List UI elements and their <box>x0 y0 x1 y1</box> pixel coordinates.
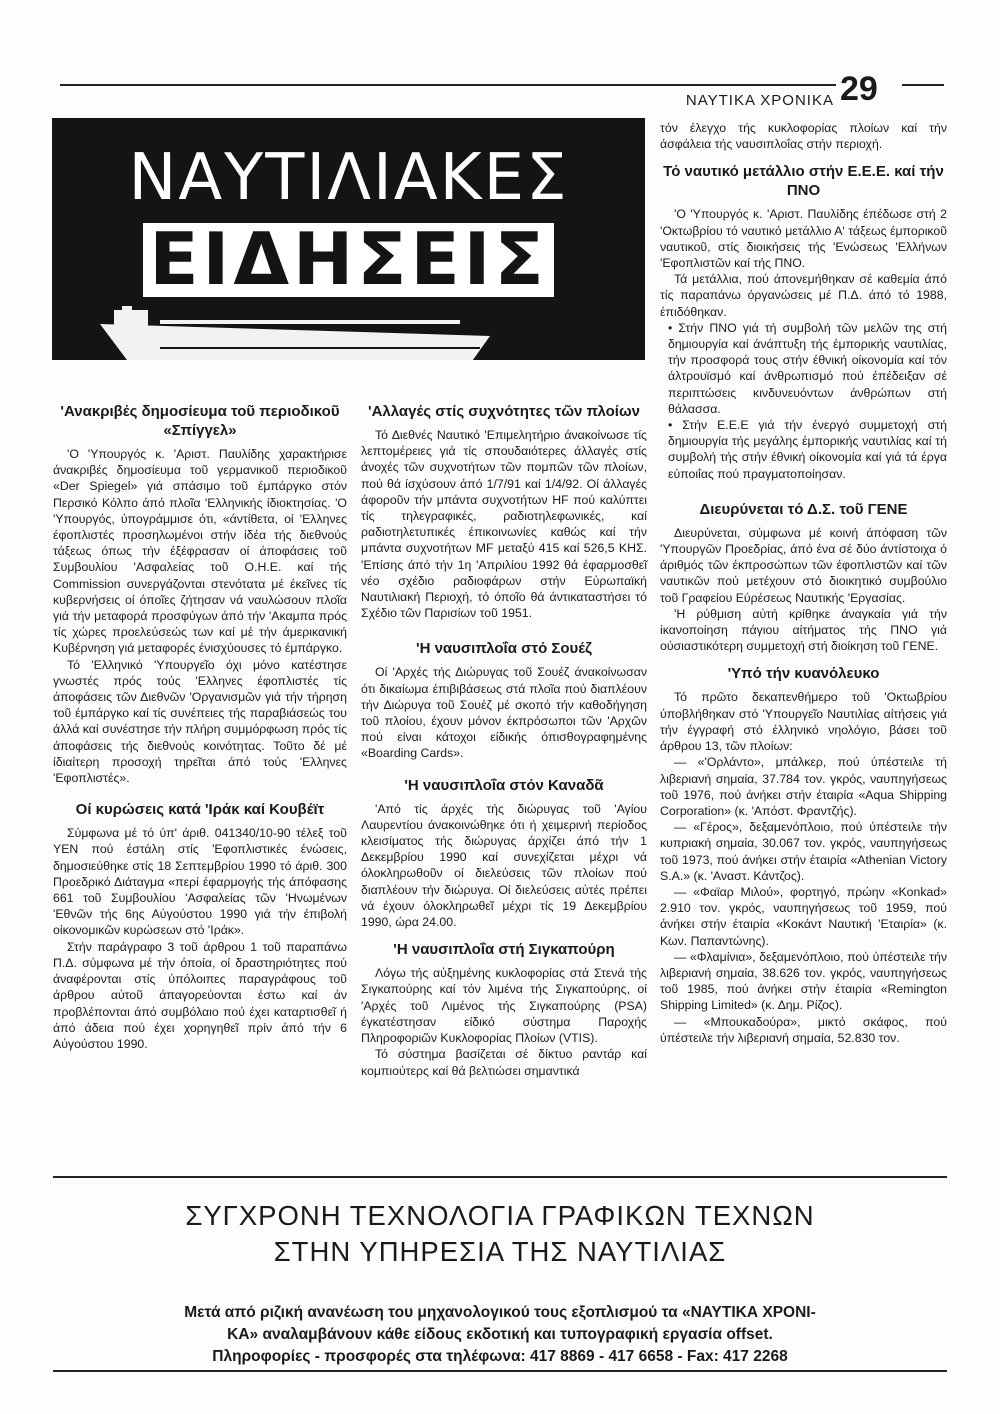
ad-body-line2: ΚΑ» αναλαμβάνουν κάθε είδους εκδοτική και τυπογραφική εργασία offset. <box>227 1326 773 1343</box>
header-rule-left <box>60 84 836 86</box>
article-paragraph: Τό σύστημα βασίζεται σέ δίκτυο ραντάρ καί κομπιούτερς καί θά βελτιώσει σημαντικά <box>361 1047 647 1078</box>
ad-headline-line1: ΣΥΓΧΡΟΝΗ ΤΕΧΝΟΛΟΓΙΑ ΓΡΑΦΙΚΩΝ ΤΕΧΝΩΝ <box>185 1200 815 1231</box>
article-paragraph: Λόγω τής αὐξημένης κυκλοφορίας στά Στενά τής Σιγκαπούρης καί τόν λιμένα τής Σιγκαπούρης, οί 'Αρχές τοῦ Λιμένος τής Σιγκαπούρης (PSA) έγκατέστησαν είδικό σύστημα Παροχής Πληροφοριῶν Κυκλοφορίας Πλοίων (VTIS). <box>361 966 647 1046</box>
article-title-medal: Τό ναυτικό μετάλλιο στήν Ε.Ε.Ε. καί τήν ΠΝΟ <box>663 163 944 200</box>
ad-rule-top <box>53 1176 947 1178</box>
article-title-gene: Διευρύνεται τό Δ.Σ. τοῦ ΓΕΝΕ <box>699 500 908 518</box>
ad-body <box>90 1302 910 1368</box>
article-title-frequencies: 'Αλλαγές στίς συχνότητες τῶν πλοίων <box>368 403 640 420</box>
ship-icon <box>100 306 500 360</box>
article-bullet: • Στήν ΠΝΟ γιά τή συμβολή τῶν μελῶν της στή δημιουργία καί άνάπτυξη τής έμπορικής ναυτιλίας, τήν προσφορά τους στήν έθνική οίκονομία καί τόν άλτρουϊσμό καί άνθρωπισμό πού έπέδειξαν σέ περιπτώσεις κινδυνευόντων άνθρώπων στή θάλασσα. <box>668 320 947 416</box>
article-title-flag: 'Υπό τήν κυανόλευκο <box>727 665 880 683</box>
article-title-sanctions: Οί κυρώσεις κατά 'Ιράκ καί Κουβέϊτ <box>75 801 325 819</box>
ad-headline <box>55 1198 945 1270</box>
article-bullet: • Στήν Ε.Ε.Ε γιά τήν ένεργό συμμετοχή στή δημιουργία τής μεγάλης έμπορικής ναυτιλίας καί τή συμβολή τής στήν έθνική οίκονομία καί γιά τά έργα εύποιΐας πού πραγματοποίησαν. <box>668 418 947 481</box>
article-paragraph: Τό πρῶτο δεκαπενθήμερο τοῦ 'Οκτωβρίου ύποβλήθηκαν στό 'Υπουργεῖο Ναυτιλίας αίτήσεις γιά τήν έγγραφή στό έλληνικό νηολόγιο, βάσει τοῦ άρθρου 13, τῶν πλοίων: <box>660 690 947 754</box>
banner-title-line2: ΕΙΔΗΣΕΙΣ <box>52 223 645 297</box>
article-title-singapore: 'Η ναυσιπλοΐα στή Σιγκαπούρη <box>393 941 615 959</box>
list-item: — «Φλαμίνια», δεξαμενόπλοιο, πού ύπέστειλε τήν λιβεριανή σημαία, 38.626 τον. γκρός, ναυπηγήσεως τοῦ 1985, πού άνήκει στήν έταιρία «Remington Shipping Limited» (κ. Δημ. Ρίζος). <box>660 949 947 1013</box>
list-item: — «Μπουκαδούρα», μικτό σκάφος, πού ύπέστειλε τήν λιβεριανή σημαία, 52.830 τον. <box>660 1014 947 1045</box>
ad-headline-line2: ΣΤΗΝ ΥΠΗΡΕΣΙΑ ΤΗΣ ΝΑΥΤΙΛΙΑΣ <box>273 1236 727 1267</box>
article-paragraph: Τά μετάλλια, πού άπονεμήθηκαν σέ καθεμία άπό τίς παραπάνω όργανώσεις μέ Π.Δ. άπό τό 1988, έπιδόθηκαν. <box>660 272 947 319</box>
publication-name: ΝΑΥΤΙΚΑ ΧΡΟΝΙΚΑ <box>685 92 834 109</box>
article-title-canada: 'Η ναυσιπλοΐα στόν Καναδᾶ <box>404 776 604 794</box>
article-paragraph: Τό Διεθνές Ναυτικό 'Επιμελητήριο άνακοίνωσε τίς λεπτομέρειες γιά τίς σπουδαιότερες άλλαγές στίς άνοχές τῶν συχνοτήτων τῶν πομπῶν τῶν πλοίων, πού θά ίσχύσουν άπό 1/7/91 καί 1/4/92. Οί άλλαγές άφοροῦν τήν μπάντα συχνοτήτων HF πού καλύπτει τίς τηλεγραφικές, ραδιοτηλεφωνικές, καί ραδιοτηλετυπικές έπικοινωνίες καθώς καί τήν μπάντα συχνοτήτων MF μεταξύ 415 καί 526,5 ΚΗΣ. 'Επίσης άπό τήν 1η 'Απριλίου 1992 θά έφαρμοσθεῖ νέο σχέδιο ραδιοφάρων στήν Εὐρωπαϊκή Ναυτιλιακή Περιοχή, τό όποῖο θά άντικαταστήσει τό Σχέδιο τῶν Παρισίων τοῦ 1951. <box>361 428 647 621</box>
page-number: 29 <box>840 70 878 108</box>
article-paragraph: Διευρύνεται, σύμφωνα μέ κοινή άπόφαση τῶν 'Υπουργῶν Προεδρίας, άπό ένα σέ δύο άντίστοιχα ό άριθμός τῶν έκπροσώπων τῶν έφοπλιστῶν καί τῶν ναυτικῶν πού μετέχουν στό διοικητικό συμβούλιο τοῦ Γραφείου Εύρέσεως Ναυτικής 'Εργασίας. <box>660 525 947 605</box>
article-paragraph: 'Ο 'Υπουργός κ. 'Αριστ. Παυλίδης χαρακτήρισε άνακριβές δημοσίευμα τοῦ γερμανικοῦ περιοδικοῦ «Der Spiegel» γιά σπάσιμο τοῦ έμπάργκο στόν Περσικό Κόλπο άπό πλοῖα 'Ελληνικής ίδιοκτησίας. 'Ο 'Υπουργός, ύπογράμμισε ότι, «άντίθετα, οί 'Ελληνες έφοπλιστές προσηλωμένοι στήν ίδέα τής διεθνούς τάξεως όπως τήν έξέφρασαν οί άποφάσεις τοῦ Συμβουλίου 'Ασφαλείας τοῦ Ο.Η.Ε. καί τής Commission συνεργάζονται στενότατα μέ έκεῖνες τίς κυβερνήσεις οί όποῖες ζήτησαν νά ναυλώσουν πλοῖα γιά τήν μεταφορά προσφύγων άπό τήν 'Ακαμπα πρός τίς χώρες προελεύσεώς των καί μέ τήν άμερικανική Κυβέρνηση γιά μεταφορές ένισχύουσες τό έμπάργκο. <box>53 447 347 656</box>
article-paragraph: Σύμφωνα μέ τό ύπ' άριθ. 041340/10-90 τέλεξ τοῦ ΥΕΝ πού έστάλη στίς 'Εφοπλιστικές ένώσεις, δημοσιεύθηκε στίς 18 Σεπτεμβρίου 1990 τό άριθ. 300 Προεδρικό Διάταγμα «περί έφαρμογής τής άπόφασης 661 τοῦ Συμβουλίου 'Ασφαλείας τῶν 'Ηνωμένων 'Εθνῶν τής 6ης Αὐγούστου 1990 γιά τήν έπιβολή οίκονομικῶν κυρώσεων στό 'Ιράκ». <box>53 826 347 938</box>
article-paragraph: 'Ο 'Υπουργός κ. 'Αριστ. Παυλίδης έπέδωσε στή 2 'Οκτωβρίου τό ναυτικό μετάλλιο Α' τάξεως έμπορικοῦ ναυτικοῦ, στίς διοικήσεις τής 'Ενώσεως 'Ελλήνων 'Εφοπλιστῶν καί τής ΠΝΟ. <box>660 207 947 271</box>
list-item: — «Γέρος», δεξαμενόπλοιο, πού ύπέστειλε τήν κυπριακή σημαία, 30.067 τον. γκρός, ναυπηγήσεως τοῦ 1973, πού άνήκει στήν έταιρία «Athenian Victory S.A.» (κ. 'Αναστ. Κάντζος). <box>660 820 947 883</box>
article-paragraph: Στήν παράγραφο 3 τοῦ άρθρου 1 τοῦ παραπάνω Π.Δ. σύμφωνα μέ τήν όποία, οί δραστηριότητες πού άναφέρονται στίς ύπόλοιπες παραγράφους τοῦ άρθρου αὐτοῦ άπαγορεύονται έστω καί άν προβλέπονται άπό συμβόλαιο πού έχει καταρτισθεῖ ή άπό άδεια πού έχει χορηγηθεῖ πρίν άπό τήν 6 Αὐγούστου 1990. <box>53 939 347 1051</box>
column-3 <box>660 120 947 1046</box>
ad-contact-line: Πληροφορίες - προσφορές στα τηλέφωνα: 417 8869 - 417 6658 - Fax: 417 2268 <box>212 1348 788 1365</box>
banner-title-line1: ΝΑΥΤΙΛΙΑΚΕΣ <box>128 141 569 215</box>
column-1 <box>53 402 347 1052</box>
ad-body-line1: Μετά από ριζική ανανέωση του μηχανολογικού τους εξοπλισμού τα «ΝΑΥΤΙΚΑ ΧΡΟΝΙ- <box>184 1304 816 1321</box>
column-2 <box>361 402 647 1079</box>
article-paragraph: Οί 'Αρχές τής Διώρυγας τοῦ Σουέζ άνακοίνωσαν ότι δικαίωμα έπιβιβάσεως στά πλοῖα πού διαπλέουν τήν Διώρυγα τοῦ Σουέζ μέ σκοπό τήν καθοδήγηση τοῦ πλοίου, έχουν μόνον έκπρόσωποι τῶν 'Αρχῶν πού είναι κάτοχοι είδικής όπισθογραφημένης «Boarding Cards». <box>361 665 647 761</box>
article-continuation: τόν έλεγχο τής κυκλοφορίας πλοίων καί τήν άσφάλεια τής ναυσιπλοΐας στήν περιοχή. <box>660 121 947 152</box>
header-rule-right <box>902 84 944 86</box>
article-paragraph: 'Από τίς άρχές τής διώρυγας τοῦ 'Αγίου Λαυρεντίου άνακοινώθηκε ότι ή χειμερινή περίοδος κλεισίματος τής διώρυγας άρχίζει άπό τήν 1 Δεκεμβρίου 1990 καί συνεχίζεται μέχρι νά όλοκληρωθοῦν οί διελεύσεις τῶν πλοίων πού διαπλέουν τήν διώρυγα. Οί διελεύσεις αὐτές πρέπει νά έχουν όλοκληρωθεῖ μέχρι τίς 19 Δεκεμβρίου 1990, ώρα 24.00. <box>361 801 647 930</box>
list-item: — «Φαϊαρ Μιλού», φορτηγό, πρώην «Konkad» 2.910 τον. γκρός, ναυπηγήσεως τοῦ 1959, πού άνήκει στήν έταιρία «Κοκάντ Ναυτική 'Εταιρία» (κ. Κων. Παπαντώνης). <box>660 884 947 948</box>
article-title-suez: 'Η ναυσιπλοΐα στό Σουέζ <box>416 640 592 658</box>
article-paragraph: 'Η ρύθμιση αὐτή κρίθηκε άναγκαία γιά τήν ίκανοποίηση πάγιου αίτήματος τής ΠΝΟ γιά ούσιαστικότερη συμμετοχή στή διοίκηση τοῦ ΓΕΝΕ. <box>660 606 947 654</box>
article-title-spiegel: 'Ανακριβές δημοσίευμα τοῦ περιοδικοῦ «Σπίγγελ» <box>60 403 340 439</box>
ad-rule-bottom <box>53 1370 947 1372</box>
section-banner <box>52 118 645 360</box>
article-paragraph: Τό 'Ελληνικό 'Υπουργεῖο όχι μόνο κατέστησε γνωστές πρός τούς 'Ελληνες έφοπλιστές τίς άποφάσεις τῶν Διεθνῶν 'Οργανισμῶν γιά τήν τήρηση τοῦ έμπάργκο καί τίς συνέπειες τής παραβιάσεώς του άλλά καί συνέστησε τήν πλήρη συμμόρφωση πρός τίς άποφάσεις τής διεθνούς κοινότητας. Τοῦτο δέ μέ ίδιαίτερη προσοχή τηρεῖται άπό τούς 'Ελληνες 'Εφοπλιστές». <box>53 657 347 786</box>
list-item: — «'Ορλάντο», μπάλκερ, πού ύπέστειλε τή λιβεριανή σημαία, 37.784 τον. γκρός, ναυπηγήσεως τοῦ 1976, πού άνήκει στήν έταιρία «Aqua Shipping Corporation» (κ. 'Απόστ. Φραντζής). <box>660 755 947 818</box>
